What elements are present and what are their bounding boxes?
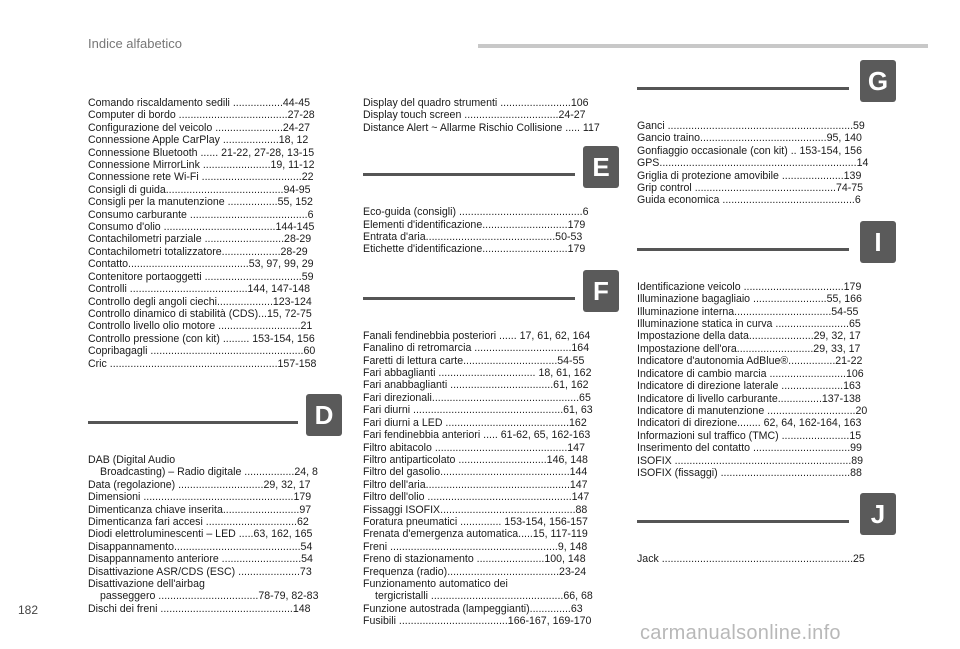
index-entry: Dimenticanza chiave inserita..........................97 (88, 503, 312, 516)
index-entry: Entrata d'aria............................................50-53 (363, 231, 583, 244)
index-entry: Inserimento del contatto .................................99 (637, 442, 862, 455)
index-entry: Dischi dei freni .............................................148 (88, 602, 311, 615)
index-entry: Illuminazione statica in curva .........................65 (637, 318, 861, 331)
section-header-d (88, 392, 338, 446)
index-entry: Indicatore d'autonomia AdBlue®................21-22 (637, 355, 863, 368)
index-entry: Illuminazione bagagliaio .........................55, 166 (637, 293, 862, 306)
index-entry: Illuminazione interna.................................54-55 (637, 305, 859, 318)
index-entry: Broadcasting) – Radio digitale .................24, 8 (100, 466, 318, 479)
index-entry: Consumo d'olio ......................................144-145 (88, 221, 315, 234)
index-entry: Guida economica .............................................6 (637, 194, 861, 207)
index-entry: Fanalino di retromarcia .................................164 (363, 342, 590, 355)
index-entry: Indicatori di direzione........ 62, 64, 162-164, 163 (637, 417, 862, 430)
index-entry: Filtro dell'aria.................................................147 (363, 478, 588, 491)
index-entry: Controllo degli angoli ciechi...................123-124 (88, 295, 312, 308)
index-entry: Connessione MirrorLink .......................19, 11-12 (88, 159, 315, 172)
index-entry: Filtro dell'olio .................................................147 (363, 491, 590, 504)
index-entry: Fari direzionali..................................................65 (363, 391, 591, 404)
page-number: 182 (18, 603, 39, 617)
section-letter-f: F (583, 270, 619, 312)
index-entry: Cric .........................................................157-158 (88, 357, 317, 370)
index-entry: Diodi elettroluminescenti – LED .....63, 162, 165 (88, 528, 313, 541)
index-entry: Filtro abitacolo .............................................147 (363, 441, 585, 454)
section-header-j (637, 491, 892, 545)
index-entry: Connessione rete Wi-Fi ..................................22 (88, 171, 314, 184)
section-header-g (637, 58, 892, 112)
index-entry: ISOFIX ............................................................89 (637, 454, 864, 467)
index-entry: tergicristalli .............................................66, 68 (375, 590, 593, 603)
index-entry: ISOFIX (fissaggi) ............................................88 (637, 466, 862, 479)
entry-list-i (637, 281, 892, 480)
index-entry: Indicatore di direzione laterale .....................163 (637, 380, 861, 393)
section-divider (637, 520, 849, 523)
index-entry: Computer di bordo .....................................27-28 (88, 109, 315, 122)
index-entry: Distance Alert ~ Allarme Rischio Collisione ..... 117 (363, 121, 600, 134)
section-letter-e: E (583, 146, 619, 188)
index-entry: Faretti di lettura carte................................54-55 (363, 354, 585, 367)
index-entry: Eco-guida (consigli) ..........................................6 (363, 206, 589, 219)
index-entry: Disattivazione ASR/CDS (ESC) .....................73 (88, 565, 312, 578)
index-entry: Dimensioni ...................................................179 (88, 491, 312, 504)
entry-list-display (363, 97, 615, 134)
section-letter-g: G (860, 60, 896, 102)
entry-list-g (637, 120, 892, 207)
index-entry: Contachilometri parziale ...........................28-29 (88, 233, 312, 246)
index-entry: Fari diurni a LED ..........................................162 (363, 416, 587, 429)
index-entry: Gancio traino...........................................95, 140 (637, 132, 862, 145)
index-entry: Fari abbaglianti ................................. 18, 61, 162 (363, 367, 592, 380)
index-entry: Contenitore portaoggetti .................................59 (88, 270, 314, 283)
index-entry: Dimenticanza fari accesi ...............................62 (88, 515, 309, 528)
index-entry: Freno di stazionamento .......................100, 148 (363, 553, 586, 566)
index-column-2 (363, 97, 615, 628)
index-entry: Fari anabbaglianti ...................................61, 162 (363, 379, 589, 392)
index-entry: Configurazione del veicolo .......................24-27 (88, 121, 310, 134)
index-entry: Contachilometri totalizzatore....................28-29 (88, 245, 308, 258)
index-entry: Connessione Apple CarPlay ...................18, 12 (88, 134, 309, 147)
index-entry: Controllo pressione (con kit) ......... 153-154, 156 (88, 332, 315, 345)
index-column-1 (88, 97, 338, 615)
index-entry: Frenata d'emergenza automatica.....15, 117-119 (363, 528, 588, 541)
index-entry: GPS...................................................................14 (637, 157, 869, 170)
index-entry: Informazioni sul traffico (TMC) .......................15 (637, 429, 862, 442)
header-title: Indice alfabetico (88, 36, 182, 51)
index-entry: Freni .........................................................9, 148 (363, 540, 588, 553)
index-entry: Grip control ................................................74-75 (637, 182, 864, 195)
index-entry: Frequenza (radio)......................................23-24 (363, 565, 587, 578)
section-header-f (363, 268, 615, 322)
section-divider (637, 248, 849, 251)
index-entry: Impostazione dell'ora..........................29, 33, 17 (637, 342, 861, 355)
entry-list-j (637, 553, 892, 565)
index-entry: Funzione autostrada (lampeggianti)..............63 (363, 602, 583, 615)
index-entry: Display del quadro strumenti ........................106 (363, 97, 589, 109)
index-entry: Controllo dinamico di stabilità (CDS)...15, 72-75 (88, 307, 312, 320)
index-entry: Indicatore di cambio marcia ..........................106 (637, 367, 864, 380)
index-entry: Consigli di guida........................................94-95 (88, 183, 311, 196)
index-entry: Data (regolazione) .............................29, 32, 17 (88, 478, 311, 491)
index-entry: Fanali fendinebbia posteriori ...... 17, 61, 62, 164 (363, 329, 591, 342)
index-column-3 (637, 58, 892, 566)
index-entry: Impostazione della data......................29, 32, 17 (637, 330, 861, 343)
index-entry: Consigli per la manutenzione .................55, 152 (88, 196, 313, 209)
index-entry: Ganci ...............................................................59 (637, 120, 865, 132)
index-entry: Disappannamento anteriore ...........................54 (88, 553, 313, 566)
index-entry: Griglia di protezione amovibile .....................139 (637, 169, 862, 182)
index-entry: Fusibili .....................................166-167, 169-170 (363, 615, 592, 628)
index-entry: Controllo livello olio motore ............................21 (88, 320, 313, 333)
header-bar (478, 44, 928, 48)
section-divider (363, 297, 575, 300)
entry-list-f (363, 330, 615, 628)
watermark: carmanualsonline.info (640, 622, 841, 644)
index-entry: Gonfiaggio occasionale (con kit) .. 153-154, 156 (637, 144, 862, 157)
index-entry: Indicatore di manutenzione ..............................20 (637, 404, 868, 417)
index-entry: Controlli ........................................144, 147-148 (88, 283, 310, 296)
index-entry: Elementi d'identificazione.............................179 (363, 218, 586, 231)
index-entry: Fari fendinebbia anteriori ..... 61-62, 65, 162-163 (363, 429, 591, 442)
index-entry: Contatto.........................................53, 97, 99, 29 (88, 258, 314, 271)
section-divider (88, 421, 298, 424)
section-divider (637, 87, 849, 90)
index-entry: Etichette d'identificazione.............................179 (363, 243, 586, 256)
index-entry: Foratura pneumatici .............. 153-154, 156-157 (363, 515, 588, 528)
entry-list-e (363, 206, 615, 256)
entry-list-d (88, 454, 338, 615)
index-entry: Comando riscaldamento sedili .................44-45 (88, 97, 310, 109)
section-letter-j: J (860, 493, 896, 535)
index-entry: DAB (Digital Audio (88, 453, 176, 466)
index-entry: Indicatore di livello carburante...............137-138 (637, 392, 861, 405)
section-letter-i: I (860, 221, 896, 263)
section-divider (363, 173, 575, 176)
section-header-i (637, 219, 892, 273)
section-header-e (363, 144, 615, 198)
index-entry: Fissaggi ISOFIX..............................................88 (363, 503, 588, 516)
index-entry: Filtro antiparticolato ..............................146, 148 (363, 453, 588, 466)
index-entry: Copribagagli ....................................................60 (88, 345, 316, 358)
entry-list-c (88, 97, 338, 370)
index-entry: Fari diurni ...................................................61, 63 (363, 404, 593, 417)
index-entry: Consumo carburante ........................................6 (88, 208, 314, 221)
index-entry: Identificazione veicolo ..................................179 (637, 280, 862, 293)
index-entry: Jack .................................................................25 (637, 553, 865, 566)
index-entry: Display touch screen ................................24-27 (363, 109, 586, 122)
index-entry: Filtro del gasolio............................................144 (363, 466, 588, 479)
section-letter-d: D (306, 394, 342, 436)
index-entry: Disappannamento...........................................54 (88, 540, 313, 553)
index-entry: Funzionamento automatico dei (363, 577, 508, 590)
index-entry: passeggero ..................................78-79, 82-83 (100, 590, 319, 603)
index-entry: Connessione Bluetooth ...... 21-22, 27-28, 13-15 (88, 146, 315, 159)
index-entry: Disattivazione dell'airbag (88, 578, 205, 590)
